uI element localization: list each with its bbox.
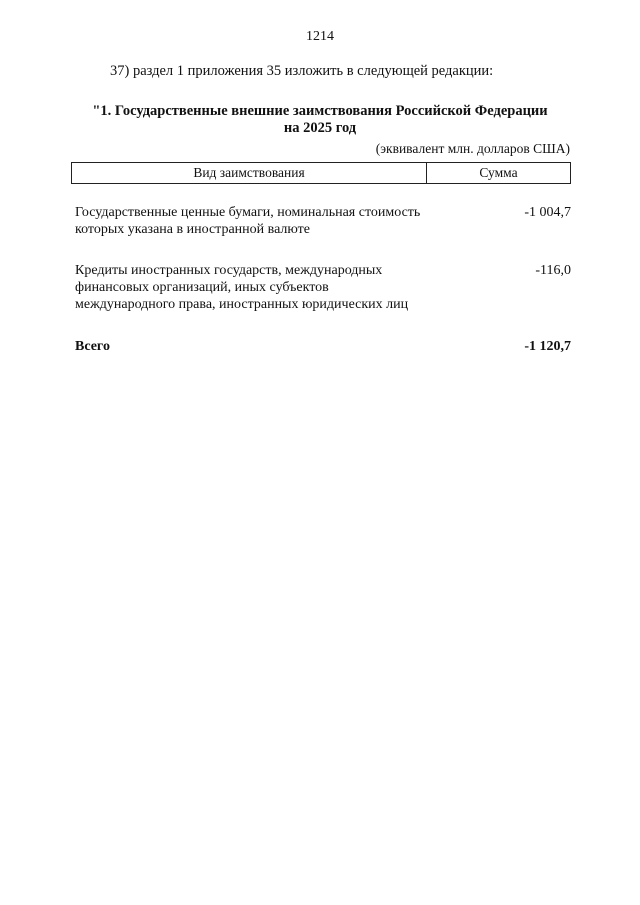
row-value: -1 004,7 xyxy=(524,205,571,220)
row-label: Кредиты иностранных государств, международных финансовых организаций, иных субъектов международного права, иностранных юридических лиц xyxy=(75,263,409,312)
row-label: Государственные ценные бумаги, номинальная стоимость которых указана в иностранной валюте xyxy=(75,205,421,237)
section-title xyxy=(60,103,580,137)
section-title-line-1: "1. Государственные внешние заимствования Российской Федерации xyxy=(92,103,548,119)
table-header xyxy=(71,162,571,184)
page-number: 1214 xyxy=(306,29,334,44)
intro-text: 37) раздел 1 приложения 35 изложить в следующей редакции: xyxy=(110,63,494,79)
unit-note: (эквивалент млн. долларов США) xyxy=(375,141,570,156)
section-title-line-2: на 2025 год xyxy=(283,120,357,136)
column-header-sum: Сумма xyxy=(479,165,518,180)
total-value: -1 120,7 xyxy=(524,339,571,354)
total-label: Всего xyxy=(75,339,110,354)
column-header-type: Вид заимствования xyxy=(72,163,427,183)
row-value: -116,0 xyxy=(535,263,571,278)
